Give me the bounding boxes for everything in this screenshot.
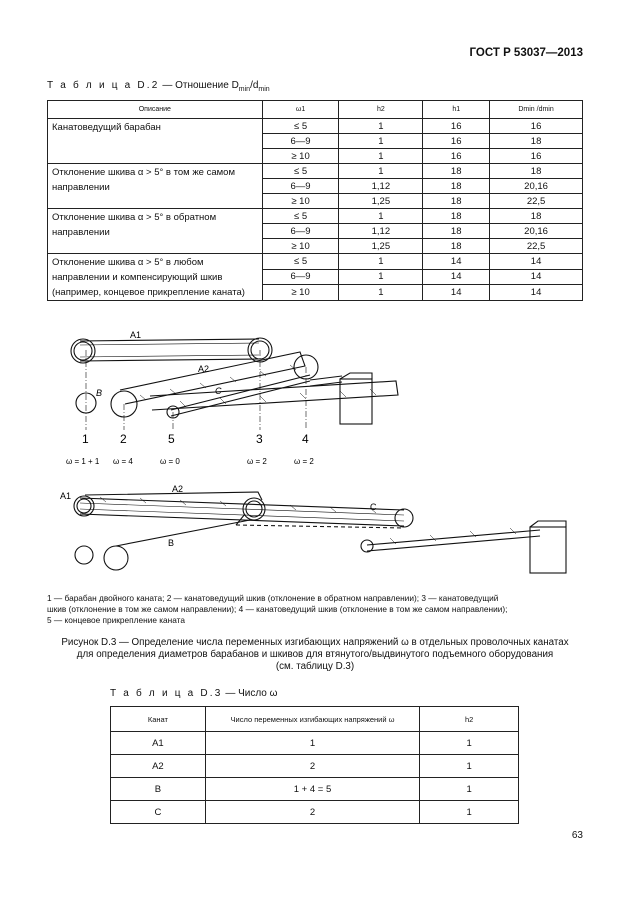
figure-caption-line: для определения диаметров барабанов и шкивов для втянутого/выдвинутого подъемного оборудования xyxy=(76,649,554,660)
table-cell: 20,16 xyxy=(490,179,583,194)
table-cell: 16 xyxy=(423,119,490,134)
table-cell: 18 xyxy=(423,209,490,224)
table-cell: ≤ 5 xyxy=(262,119,339,134)
figure-legend xyxy=(47,593,583,626)
table-cell: 1 xyxy=(420,755,519,778)
table-d3 xyxy=(110,706,519,824)
table-cell: 18 xyxy=(423,194,490,209)
figure-omega: ω = 4 xyxy=(113,457,133,466)
table-cell: 14 xyxy=(423,269,490,285)
table-row xyxy=(48,119,583,134)
table-cell: 18 xyxy=(423,164,490,179)
figure-number: 5 xyxy=(168,432,175,446)
table-d2-header-row xyxy=(48,101,583,119)
figure-omega: ω = 1 + 1 xyxy=(66,457,100,466)
figure-number: 3 xyxy=(256,432,263,446)
table-row xyxy=(111,778,519,801)
label-b-top: B xyxy=(96,388,103,398)
table-cell: 1 xyxy=(339,254,423,270)
document-code: ГОСТ Р 53037—2013 xyxy=(469,47,583,59)
table-cell: 16 xyxy=(423,149,490,164)
figure-caption-line: (см. таблицу D.3) xyxy=(275,661,355,672)
page-number: 63 xyxy=(571,830,583,841)
table-cell: ≤ 5 xyxy=(262,164,339,179)
table-row xyxy=(48,254,583,270)
table-cell: 18 xyxy=(490,164,583,179)
table-d3-caption-prefix: Т а б л и ц а D.3 xyxy=(110,688,223,699)
table-cell: 1,25 xyxy=(339,194,423,209)
row-description: Отклонение шкива α > 5° в любом направлении и компенсирующий шкив (например, концевое прикрепление каната) xyxy=(48,254,263,301)
table-cell: 1,12 xyxy=(339,224,423,239)
table-cell: 16 xyxy=(490,119,583,134)
table-d2-caption-sub2: min xyxy=(258,86,270,93)
table-cell: A2 xyxy=(111,755,206,778)
table-cell: 1,25 xyxy=(339,239,423,254)
table-cell: 22,5 xyxy=(490,239,583,254)
table-cell: 2 xyxy=(205,755,419,778)
table-cell: ≥ 10 xyxy=(262,194,339,209)
table-cell: 6—9 xyxy=(262,224,339,239)
label-a2-top: A2 xyxy=(198,364,210,374)
row-description: Канатоведущий барабан xyxy=(48,119,263,164)
table-cell: ≥ 10 xyxy=(262,285,339,301)
table-cell: ≤ 5 xyxy=(262,254,339,270)
figure-d3-diagram xyxy=(0,315,630,585)
table-cell: B xyxy=(111,778,206,801)
legend-line: 1 — барабан двойного каната; 2 — канатоведущий шкив (отклонение в обратном направлении); 3 — канатоведущий xyxy=(47,593,499,603)
table-d2 xyxy=(47,100,583,301)
table-row xyxy=(111,801,519,824)
label-a2-bottom: A2 xyxy=(172,484,184,494)
table-row xyxy=(111,755,519,778)
table-cell: 1 xyxy=(339,119,423,134)
table-cell: 1 xyxy=(420,778,519,801)
table-cell: 1 xyxy=(420,732,519,755)
row-description: Отклонение шкива α > 5° в обратном направлении xyxy=(48,209,263,254)
table-cell: C xyxy=(111,801,206,824)
table-d2-header: Описание xyxy=(48,101,263,119)
label-a1-top: A1 xyxy=(130,330,142,340)
table-cell: 16 xyxy=(490,149,583,164)
table-cell: ≥ 10 xyxy=(262,239,339,254)
label-a1-bottom: A1 xyxy=(60,491,72,501)
table-d3-caption-text: — Число ω xyxy=(225,688,278,699)
figure-caption-line: Рисунок D.3 — Определение числа переменных изгибающих напряжений ω в отдельных проволочных канатах xyxy=(61,637,569,648)
table-cell: 16 xyxy=(423,134,490,149)
label-c-top: C xyxy=(215,386,222,396)
table-d3-header: Число переменных изгибающих напряжений ω xyxy=(205,707,419,732)
table-d2-caption-prefix: Т а б л и ц а D.2 xyxy=(47,80,160,91)
figure-omega: ω = 2 xyxy=(247,457,267,466)
table-row xyxy=(111,732,519,755)
table-cell: 1 xyxy=(339,164,423,179)
table-cell: 14 xyxy=(490,285,583,301)
label-c-bottom: C xyxy=(370,502,377,512)
row-description: Отклонение шкива α > 5° в том же самом направлении xyxy=(48,164,263,209)
table-d2-caption-slash: /d xyxy=(250,80,259,91)
table-cell: 18 xyxy=(490,134,583,149)
table-cell: 22,5 xyxy=(490,194,583,209)
table-cell: 14 xyxy=(490,254,583,270)
table-d2-caption-text: — Отношение D xyxy=(162,80,239,91)
table-cell: 14 xyxy=(490,269,583,285)
figure-caption xyxy=(40,637,590,673)
table-cell: 18 xyxy=(490,209,583,224)
table-cell: 14 xyxy=(423,285,490,301)
table-cell: 6—9 xyxy=(262,134,339,149)
figure-number: 1 xyxy=(82,432,89,446)
table-cell: 1 + 4 = 5 xyxy=(205,778,419,801)
table-cell: ≥ 10 xyxy=(262,149,339,164)
table-d2-caption-sub1: min xyxy=(238,86,251,93)
table-cell: 1 xyxy=(420,801,519,824)
table-cell: 2 xyxy=(205,801,419,824)
table-cell: 18 xyxy=(423,239,490,254)
table-cell: A1 xyxy=(111,732,206,755)
table-cell: 1 xyxy=(339,149,423,164)
table-cell: 14 xyxy=(423,254,490,270)
table-cell: ≤ 5 xyxy=(262,209,339,224)
table-cell: 1,12 xyxy=(339,179,423,194)
legend-line: 5 — концевое прикрепление каната xyxy=(47,615,186,625)
table-d3-caption xyxy=(110,688,277,699)
table-cell: 18 xyxy=(423,224,490,239)
table-cell: 18 xyxy=(423,179,490,194)
figure-omega: ω = 2 xyxy=(294,457,314,466)
label-b-bottom: B xyxy=(168,538,175,548)
figure-number: 4 xyxy=(302,432,309,446)
table-row xyxy=(48,209,583,224)
table-d2-header: h2 xyxy=(339,101,423,119)
legend-line: шкив (отклонение в том же самом направлении); 4 — канатоведущий шкив (отклонение в том же самом направлении); xyxy=(47,604,508,614)
table-d3-header: h2 xyxy=(420,707,519,732)
table-d2-header: h1 xyxy=(423,101,490,119)
table-cell: 1 xyxy=(339,134,423,149)
table-cell: 1 xyxy=(339,269,423,285)
table-d2-header: ω1 xyxy=(262,101,339,119)
table-cell: 1 xyxy=(205,732,419,755)
table-cell: 6—9 xyxy=(262,269,339,285)
table-cell: 6—9 xyxy=(262,179,339,194)
table-cell: 1 xyxy=(339,285,423,301)
table-d2-caption xyxy=(47,80,270,93)
table-d2-header: Dmin /dmin xyxy=(490,101,583,119)
table-row xyxy=(48,164,583,179)
figure-number: 2 xyxy=(120,432,127,446)
table-cell: 1 xyxy=(339,209,423,224)
figure-omega: ω = 0 xyxy=(160,457,180,466)
table-d3-header-row xyxy=(111,707,519,732)
table-d3-header: Канат xyxy=(111,707,206,732)
table-cell: 20,16 xyxy=(490,224,583,239)
